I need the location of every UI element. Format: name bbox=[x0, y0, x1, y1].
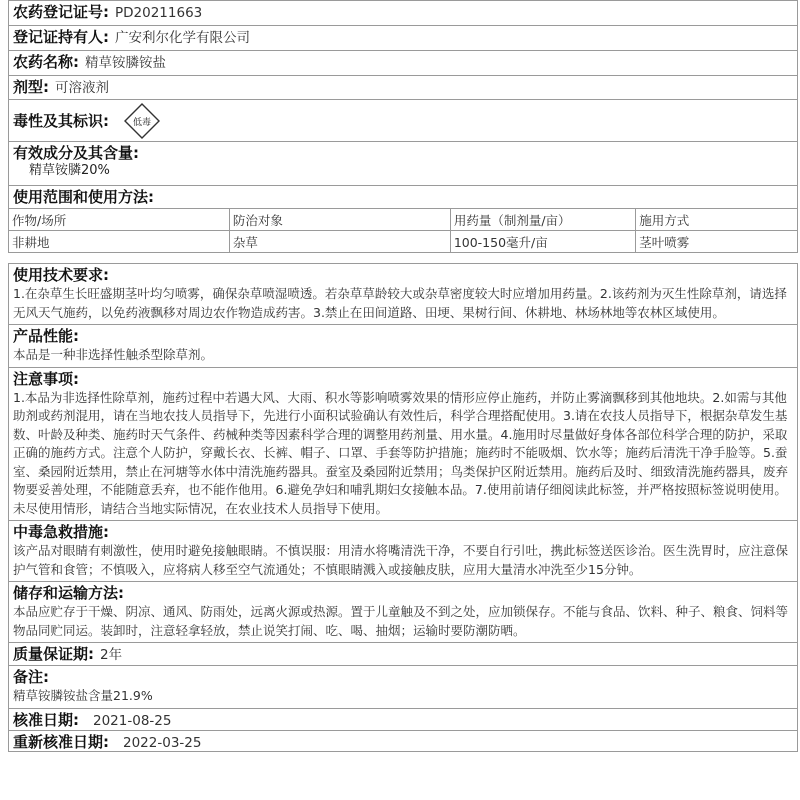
toxicity-stamp-text: 低毒 bbox=[133, 118, 152, 128]
reapproval-date-label: 重新核准日期: bbox=[13, 732, 109, 751]
usage-label: 使用范围和使用方法: bbox=[13, 188, 154, 206]
usage-header-row bbox=[9, 209, 798, 231]
first-aid-heading: 中毒急救措施: bbox=[13, 523, 109, 541]
usage-data-row bbox=[9, 231, 798, 253]
usage-table bbox=[8, 208, 798, 253]
usage-header-cell: 作物/场所 bbox=[9, 209, 230, 231]
usage-section bbox=[8, 185, 798, 208]
warranty-label: 质量保证期: bbox=[13, 645, 94, 663]
ingredient-value: 精草铵膦20% bbox=[29, 163, 110, 178]
approval-date-value: 2021-08-25 bbox=[93, 712, 172, 729]
usage-cell: 茎叶喷雾 bbox=[636, 231, 798, 253]
storage-section bbox=[8, 581, 798, 642]
usage-cell: 杂草 bbox=[229, 231, 450, 253]
notes-section bbox=[8, 367, 798, 521]
low-toxicity-diamond-icon bbox=[123, 102, 161, 140]
name-value: 精草铵膦铵盐 bbox=[85, 55, 166, 71]
usage-header-cell: 防治对象 bbox=[229, 209, 450, 231]
usage-cell: 非耕地 bbox=[9, 231, 230, 253]
holder-row bbox=[8, 25, 798, 50]
ingredient-label: 有效成分及其含量: bbox=[13, 144, 139, 162]
performance-heading: 产品性能: bbox=[13, 327, 79, 345]
reg-no-row bbox=[8, 0, 798, 25]
warranty-row bbox=[8, 642, 798, 665]
remark-section bbox=[8, 665, 798, 708]
first-aid-text: 该产品对眼睛有刺激性，使用时避免接触眼睛。不慎误服：用清水将嘴清洗干净，不要自行引吐，携此标签送医诊治。医生洗胃时，应注意保护气管和食管；不慎吸入，应将病人移至空气流通处；不慎眼睛溅入或接触皮肤，应用大量清水冲洗至少15分钟。 bbox=[13, 543, 789, 577]
tech-text: 1.在杂草生长旺盛期茎叶均匀喷雾，确保杂草喷湿喷透。若杂草草龄较大或杂草密度较大时应增加用药量。2.该药剂为灭生性除草剂，请选择无风天气施药，以免药液飘移对周边农作物造成药害。3.禁止在田间道路、田埂、果树行间、休耕地、林场林地等农林区域使用。 bbox=[13, 286, 787, 320]
tech-section bbox=[8, 263, 798, 324]
performance-section bbox=[8, 324, 798, 367]
usage-header-cell: 用药量（制剂量/亩） bbox=[450, 209, 635, 231]
storage-text: 本品应贮存于干燥、阴凉、通风、防雨处，远离火源或热源。置于儿童触及不到之处，应加锁保存。不能与食品、饮料、种子、粮食、饲料等物品同贮同运。装卸时，注意轻拿轻放，禁止说笑打闹、吃、喝、抽烟；运输时要防潮防晒。 bbox=[13, 604, 789, 638]
form-value: 可溶液剂 bbox=[55, 80, 109, 96]
remark-heading: 备注: bbox=[13, 668, 49, 686]
label-document bbox=[8, 0, 798, 752]
approval-date-label: 核准日期: bbox=[13, 710, 79, 729]
toxicity-row bbox=[8, 99, 798, 141]
holder-value: 广安利尔化学有限公司 bbox=[115, 30, 250, 46]
usage-header-cell: 施用方式 bbox=[636, 209, 798, 231]
first-aid-section bbox=[8, 520, 798, 581]
usage-cell: 100-150毫升/亩 bbox=[450, 231, 635, 253]
ingredient-row bbox=[8, 141, 798, 185]
form-row bbox=[8, 75, 798, 99]
notes-text: 1.本品为非选择性除草剂，施药过程中若遇大风、大雨、积水等影响喷雾效果的情形应停止施药，并防止雾滴飘移到其他地块。2.如需与其他助剂或药剂混用，请在当地农技人员指导下，先进行小面积试验确认有效性后，科学合理搭配使用。3.请在农技人员指导下，根据杂草发生基数、叶龄及种类、施药时天气条件、药械种类等因素科学合理的调整用药剂量、用水量。4.施用时尽量做好身体各部位科学合理的防护，采取正确的施药方式。注意个人防护，穿戴长衣、长裤、帽子、口罩、手套等防护措施；施药时不能吸烟、饮水等；施药后清洗干净手脸等。5.蚕室、桑园附近禁用，禁止在河塘等水体中清洗施药器具。蚕室及桑园附近禁用；鸟类保护区附近禁用。施药后及时、细致清洗施药器具，废弃物要妥善处理，不能随意丢弃，也不能作他用。6.避免孕妇和哺乳期妇女接触本品。7.使用前请仔细阅读此标签，并严格按照标签说明使用。未尽使用情形，请结合当地实际情况，在农业技术人员指导下使用。 bbox=[13, 389, 789, 516]
warranty-value: 2年 bbox=[100, 647, 123, 663]
holder-label: 登记证持有人: bbox=[13, 28, 109, 46]
remark-text: 精草铵膦铵盐含量21.9% bbox=[13, 688, 153, 703]
toxicity-label: 毒性及其标识: bbox=[13, 112, 109, 130]
reapproval-date-row bbox=[8, 730, 798, 752]
storage-heading: 储存和运输方法: bbox=[13, 584, 124, 602]
approval-date-row bbox=[8, 708, 798, 730]
reg-no-value: PD20211663 bbox=[115, 5, 203, 21]
performance-text: 本品是一种非选择性触杀型除草剂。 bbox=[13, 347, 214, 362]
tech-heading: 使用技术要求: bbox=[13, 266, 109, 284]
notes-heading: 注意事项: bbox=[13, 369, 79, 388]
name-label: 农药名称: bbox=[13, 53, 79, 71]
reapproval-date-value: 2022-03-25 bbox=[123, 734, 202, 751]
form-label: 剂型: bbox=[13, 78, 49, 96]
name-row bbox=[8, 50, 798, 75]
reg-no-label: 农药登记证号: bbox=[13, 3, 109, 21]
